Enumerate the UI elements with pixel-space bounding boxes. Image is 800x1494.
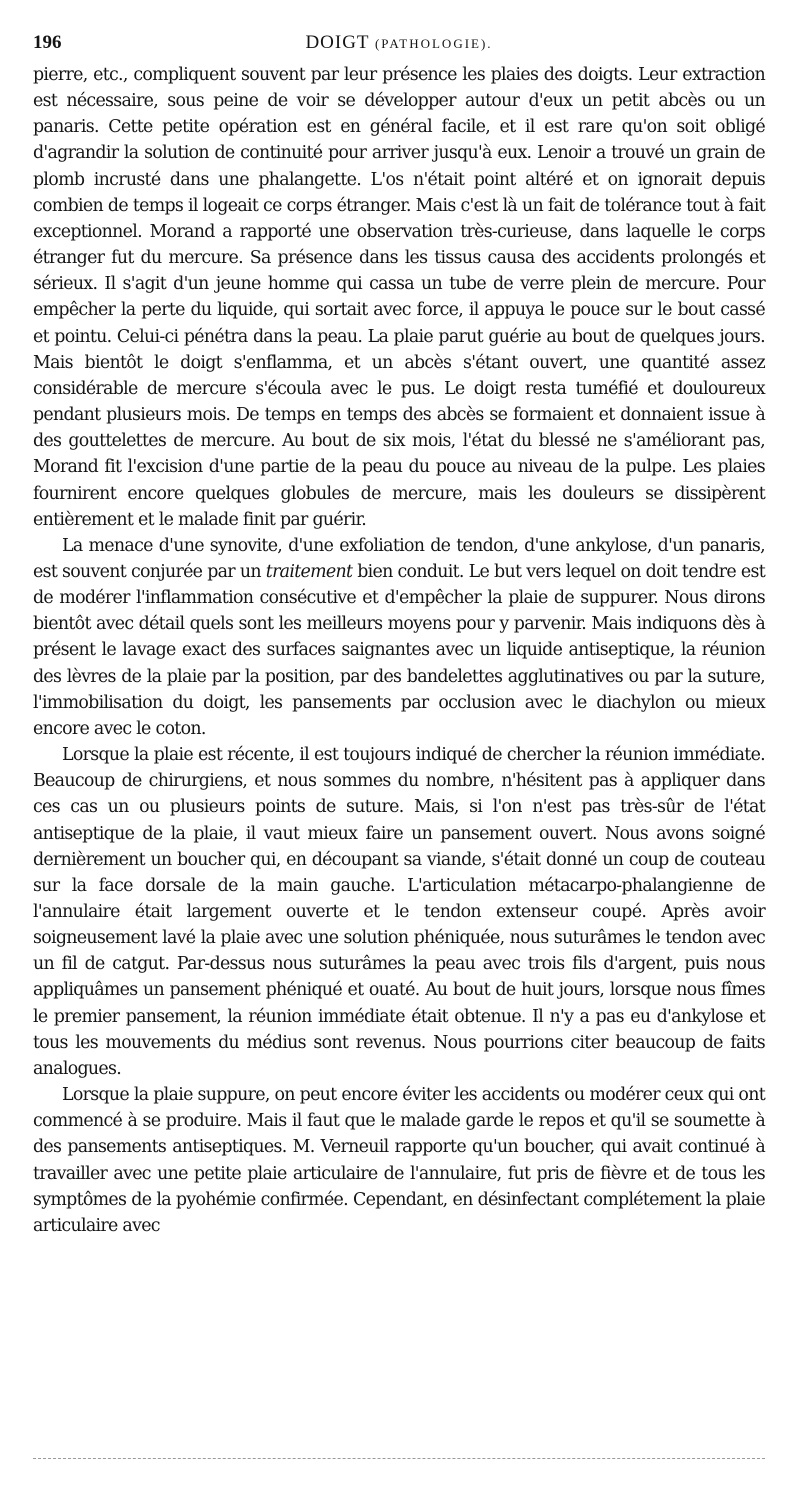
emphasized-term: traitement <box>265 561 353 582</box>
running-title-main: DOIGT <box>305 32 370 53</box>
paragraph-treatment <box>33 533 765 742</box>
paragraph-text: La menace d'une synovite, d'une exfoliation de tendon, d'une ankylose, d'un panaris, est souvent conjurée par un <box>33 535 765 582</box>
paragraph-continuation <box>33 62 765 533</box>
paragraph-text: Lorsque la plaie est récente, il est toujours indiqué de chercher la réunion immédiate. Beaucoup de chirurgiens, et nous sommes du nombre, n'hésitent pas à appliquer dans ces cas un ou plusieurs points de suture. Mais, si l'on n'est pas très-sûr de l'état antiseptique de la plaie, il vaut mieux faire un pansement ouvert. Nous avons soigné dernièrement un boucher qui, en découpant sa viande, s'était donné un coup de couteau sur la face dorsale de la main gauche. L'articulation métacarpo-phalangienne de l'annulaire était largement ouverte et le tendon extenseur coupé. Après avoir soigneusement lavé la plaie avec une solution phéniquée, nous suturâmes le tendon avec un fil de catgut. Par-dessus nous suturâmes la peau avec trois fils d'argent, puis nous appliquâmes un pansement phéniqué et ouaté. Au bout de huit jours, lorsque nous fîmes le premier pansement, la réunion immédiate était obtenue. Il n'y a pas eu d'ankylose et tous les mouvements du médius sont revenus. Nous pourrions citer beaucoup de faits analogues. <box>33 745 765 1079</box>
paragraph-suppurating-wound <box>33 1082 765 1239</box>
page-number: 196 <box>33 32 62 53</box>
running-title <box>33 30 765 57</box>
paragraph-text: pierre, etc., compliquent souvent par leur présence les plaies des doigts. Leur extraction est nécessaire, sous peine de voir se développer autour d'eux un petit abcès ou un panaris. Cette petite opération est en général facile, et il est rare qu'on soit obligé d'agrandir la solution de continuité pour arriver jusqu'à eux. Lenoir a trouvé un grain de plomb incrusté dans une phalangette. L'os n'était point altéré et on ignorait depuis combien de temps il logeait ce corps étranger. Mais c'est là un fait de tolérance tout à fait exceptionnel. Morand a rapporté une observation très-curieuse, dans laquelle le corps étranger fut du mercure. Sa présence dans les tissus causa des accidents prolongés et sérieux. Il s'agit d'un jeune homme qui cassa un tube de verre plein de mercure. Pour empêcher la perte du liquide, qui sortait avec force, il appuya le pouce sur le bout cassé et pointu. Celui-ci pénétra dans la peau. La plaie parut guérie au bout de quelques jours. Mais bientôt le doigt s'enflamma, et un abcès s'étant ouvert, une quantité assez considérable de mercure s'écoula avec le pus. Le doigt resta tuméfié et douloureux pendant plusieurs mois. De temps en temps des abcès se formaient et donnaient issue à des gouttelettes de mercure. Au bout de six mois, l'état du blessé ne s'améliorant pas, Morand fit l'excision d'une partie de la peau du pouce au niveau de la pulpe. Les plaies fournirent encore quelques globules de mercure, mais les douleurs se dissipèrent entièrement et le malade finit par guérir. <box>33 65 765 530</box>
paragraph-text: Lorsque la plaie suppure, on peut encore éviter les accidents ou modérer ceux qui ont commencé à se produire. Mais il faut que le malade garde le repos et qu'il se soumette à des pansements antiseptiques. M. Verneuil rapporte qu'un boucher, qui avait continué à travailler avec une petite plaie articulaire de l'annulaire, fut pris de fièvre et de tous les symptômes de la pyohémie confirmée. Cependant, en désinfectant complétement la plaie articulaire avec <box>33 1085 765 1236</box>
paragraph-text: bien conduit. Le but vers lequel on doit tendre est de modérer l'inflammation consécutive et d'empêcher la plaie de suppurer. Nous dirons bientôt avec détail quels sont les meilleurs moyens pour y parvenir. Mais indiquons dès à présent le lavage exact des surfaces saignantes avec un liquide antiseptique, la réunion des lèvres de la plaie par la position, par des bandelettes agglutinatives ou par la suture, l'immobilisation du doigt, les pansements par occlusion avec le diachylon ou mieux encore avec le coton. <box>33 561 765 739</box>
body-text <box>33 62 765 1239</box>
running-head <box>33 30 765 56</box>
running-title-section: (PATHOLOGIE). <box>374 36 493 51</box>
bottom-rule <box>33 1458 765 1459</box>
paragraph-recent-wound <box>33 742 765 1082</box>
